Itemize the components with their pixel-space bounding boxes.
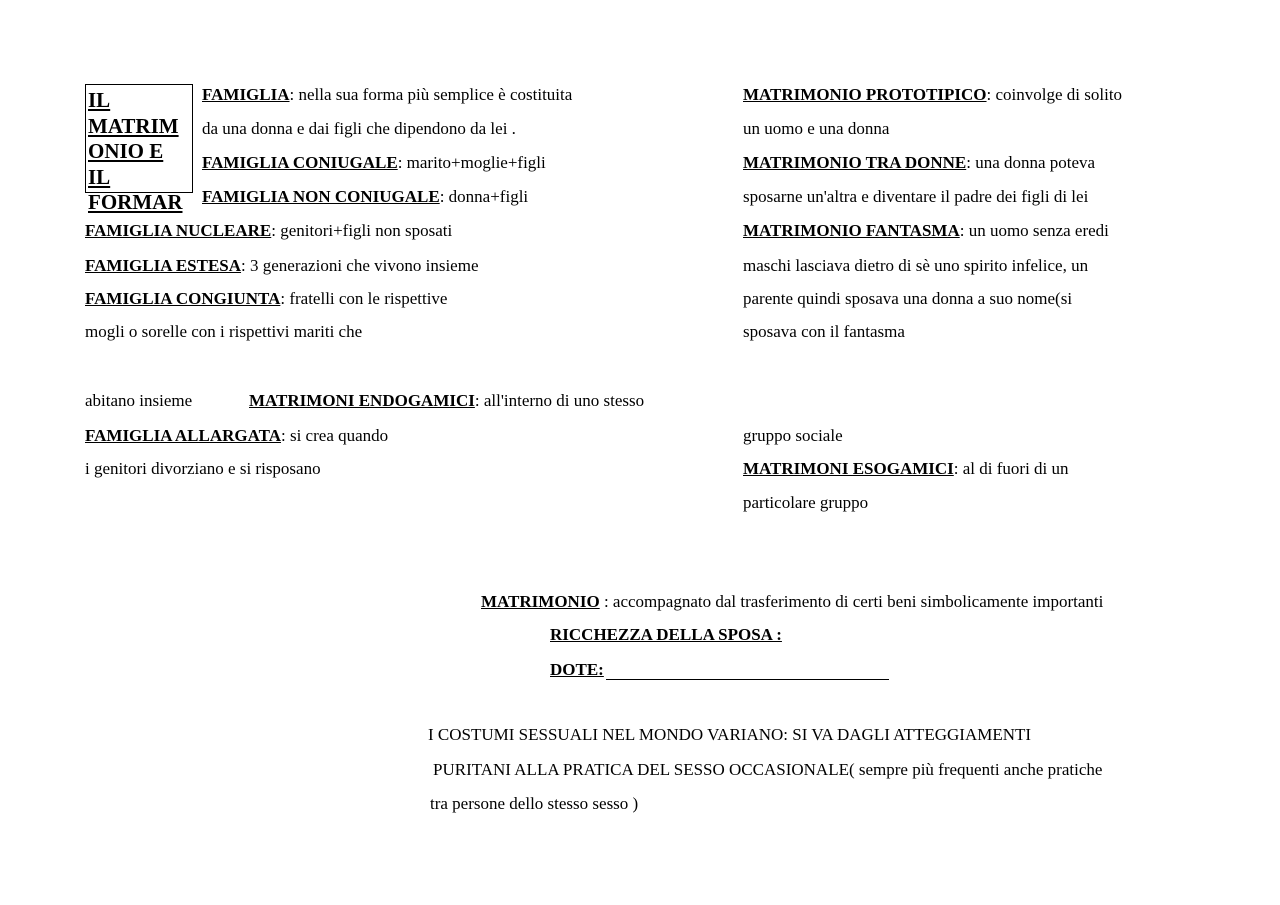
congiunta-text: : fratelli con le rispettive bbox=[280, 289, 448, 308]
dote-line bbox=[550, 660, 889, 680]
famiglia-heading: FAMIGLIA bbox=[202, 85, 290, 104]
dote-blank-line bbox=[606, 663, 889, 680]
allargata-text: : si crea quando bbox=[281, 426, 389, 445]
famiglia-text: : nella sua forma più semplice è costituita bbox=[289, 85, 573, 104]
endogamici-text: : all'interno di uno stesso bbox=[474, 391, 645, 410]
matrimonio-heading: MATRIMONIO bbox=[481, 592, 600, 611]
costumi-line2: PURITANI ALLA PRATICA DEL SESSO OCCASIONALE( sempre più frequenti anche pratiche bbox=[433, 760, 1103, 779]
congiunta-cont1: mogli o sorelle con i rispettivi mariti che bbox=[85, 322, 363, 341]
esogamici-cont: particolare gruppo bbox=[743, 493, 869, 512]
fantasma-cont2: parente quindi sposava una donna a suo nome(si bbox=[743, 289, 1073, 308]
non-coniugale-heading: FAMIGLIA NON CONIUGALE bbox=[202, 187, 440, 206]
fantasma-text: : un uomo senza eredi bbox=[959, 221, 1109, 240]
coniugale-line bbox=[202, 153, 546, 173]
estesa-text: : 3 generazioni che vivono insieme bbox=[241, 256, 479, 275]
endogamici-heading: MATRIMONI ENDOGAMICI bbox=[249, 391, 475, 410]
allargata-cont: i genitori divorziano e si risposano bbox=[85, 459, 321, 478]
allargata-line bbox=[85, 426, 388, 446]
fantasma-cont1: maschi lasciava dietro di sè uno spirito infelice, un bbox=[743, 256, 1089, 275]
famiglia-line bbox=[202, 85, 572, 105]
fantasma-heading: MATRIMONIO FANTASMA bbox=[743, 221, 960, 240]
non-coniugale-text: : donna+figli bbox=[439, 187, 529, 206]
prototipico-cont: un uomo e una donna bbox=[743, 119, 890, 138]
fantasma-line bbox=[743, 221, 1109, 241]
non-coniugale-line bbox=[202, 187, 528, 207]
coniugale-heading: FAMIGLIA CONIUGALE bbox=[202, 153, 398, 172]
prototipico-line bbox=[743, 85, 1122, 105]
matrimonio-line bbox=[481, 592, 1103, 612]
document-title: IL MATRIM ONIO E IL FORMAR bbox=[88, 88, 183, 214]
fantasma-cont3: sposava con il fantasma bbox=[743, 322, 905, 341]
allargata-heading: FAMIGLIA ALLARGATA bbox=[85, 426, 281, 445]
costumi-line3: tra persone dello stesso sesso ) bbox=[430, 794, 639, 813]
tra-donne-heading: MATRIMONIO TRA DONNE bbox=[743, 153, 967, 172]
ricchezza-sposa: RICCHEZZA DELLA SPOSA : bbox=[550, 625, 782, 644]
prototipico-heading: MATRIMONIO PROTOTIPICO bbox=[743, 85, 987, 104]
nucleare-line bbox=[85, 221, 452, 241]
esogamici-heading: MATRIMONI ESOGAMICI bbox=[743, 459, 954, 478]
matrimonio-text: : accompagnato dal trasferimento di certi beni simbolicamente importanti bbox=[599, 592, 1104, 611]
congiunta-line bbox=[85, 289, 447, 309]
esogamici-line bbox=[743, 459, 1069, 479]
coniugale-text: : marito+moglie+figli bbox=[397, 153, 546, 172]
estesa-heading: FAMIGLIA ESTESA bbox=[85, 256, 242, 275]
endogamici-cont: gruppo sociale bbox=[743, 426, 843, 445]
famiglia-cont: da una donna e dai figli che dipendono da lei . bbox=[202, 119, 516, 138]
costumi-line1: I COSTUMI SESSUALI NEL MONDO VARIANO: SI VA DAGLI ATTEGGIAMENTI bbox=[428, 725, 1032, 744]
esogamici-text: : al di fuori di un bbox=[953, 459, 1069, 478]
congiunta-cont2: abitano insieme bbox=[85, 391, 193, 410]
tra-donne-text: : una donna poteva bbox=[966, 153, 1096, 172]
tra-donne-line bbox=[743, 153, 1095, 173]
nucleare-text: : genitori+figli non sposati bbox=[271, 221, 453, 240]
congiunta-heading: FAMIGLIA CONGIUNTA bbox=[85, 289, 281, 308]
nucleare-heading: FAMIGLIA NUCLEARE bbox=[85, 221, 272, 240]
dote-label: DOTE: bbox=[550, 660, 604, 679]
prototipico-text: : coinvolge di solito bbox=[986, 85, 1123, 104]
tra-donne-cont: sposarne un'altra e diventare il padre dei figli di lei bbox=[743, 187, 1089, 206]
estesa-line bbox=[85, 256, 478, 276]
endogamici-line bbox=[249, 391, 644, 411]
